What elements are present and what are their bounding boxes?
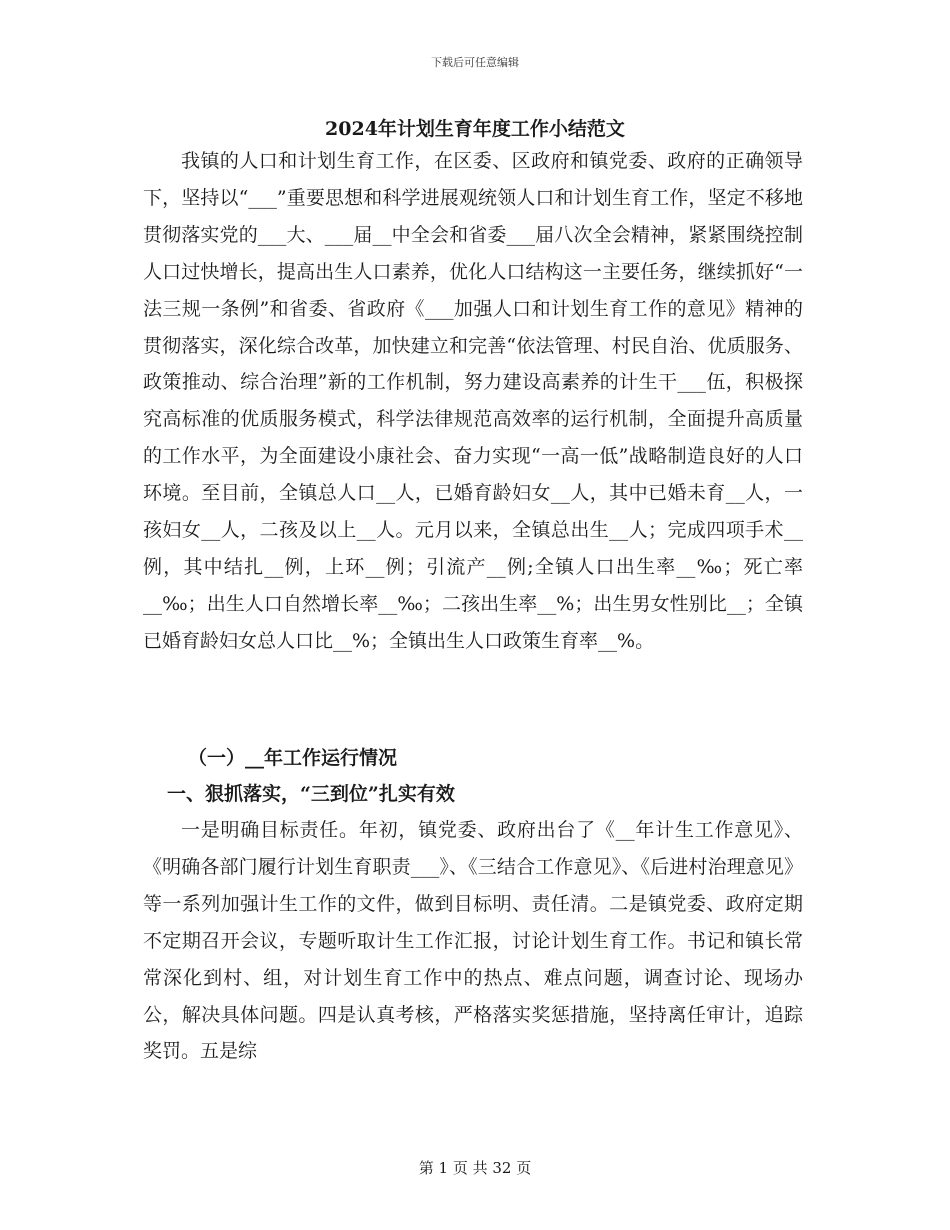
document-title: 2024年计划生育年度工作小结范文 — [325, 118, 625, 140]
intro-paragraph: 我镇的人口和计划生育工作，在区委、区政府和镇党委、政府的正确领导下，坚持以“___”重要思想和科学进展观统领人口和计划生育工作，坚定不移地贯彻落实党的___大、___届__中全会和省委___届八次全会精神，紧紧围绕控制人口过快增长，提高出生人口素养，优化人口结构这一主要任务，继续抓好“一法三规一条例”和省委、省政府《___加强人口和计划生育工作的意见》精神的贯彻落实，深化综合改革，加快建立和完善“依法管理、村民自治、优质服务、政策推动、综合治理”新的工作机制，努力建设高素养的计生干___伍，积极探究高标准的优质服务模式，科学法律规范高效率的运行机制，全面提升高质量的工作水平，为全面建设小康社会、奋力实现“一高一低”战略制造良好的人口环境。至目前，全镇总人口__人，已婚育龄妇女__人，其中已婚未育__人，一孩妇女__人，二孩及以上__人。元月以来，全镇总出生__人；完成四项手术__例，其中结扎__例，上环__例；引流产__例;全镇人口出生率__‰；死亡率__‰；出生人口自然增长率__‰；二孩出生率__%；出生男女性别比__；全镇已婚育龄妇女总人口比__%；全镇出生人口政策生育率__%。 — [143, 150, 803, 652]
section-heading: 一、狠抓落实，“三到位”扎实有效 — [167, 783, 455, 805]
subheading: （一）__年工作运行情况 — [188, 747, 398, 769]
download-note: 下载后可任意编辑 — [431, 56, 519, 69]
page-number-footer: 第 1 页 共 32 页 — [418, 1159, 532, 1177]
section-paragraph: 一是明确目标责任。年初，镇党委、政府出台了《__年计生工作意见》、《明确各部门履行计划生育职责___》、《三结合工作意见》、《后进村治理意见》等一系列加强计生工作的文件，做到目标明、责任清。二是镇党委、政府定期不定期召开会议，专题听取计生工作汇报，讨论计划生育工作。书记和镇长常常深化到村、组，对计划生育工作中的热点、难点问题，调查讨论、现场办公，解决具体问题。四是认真考核，严格落实奖惩措施，坚持离任审计，追踪奖罚。五是综 — [143, 819, 803, 1063]
